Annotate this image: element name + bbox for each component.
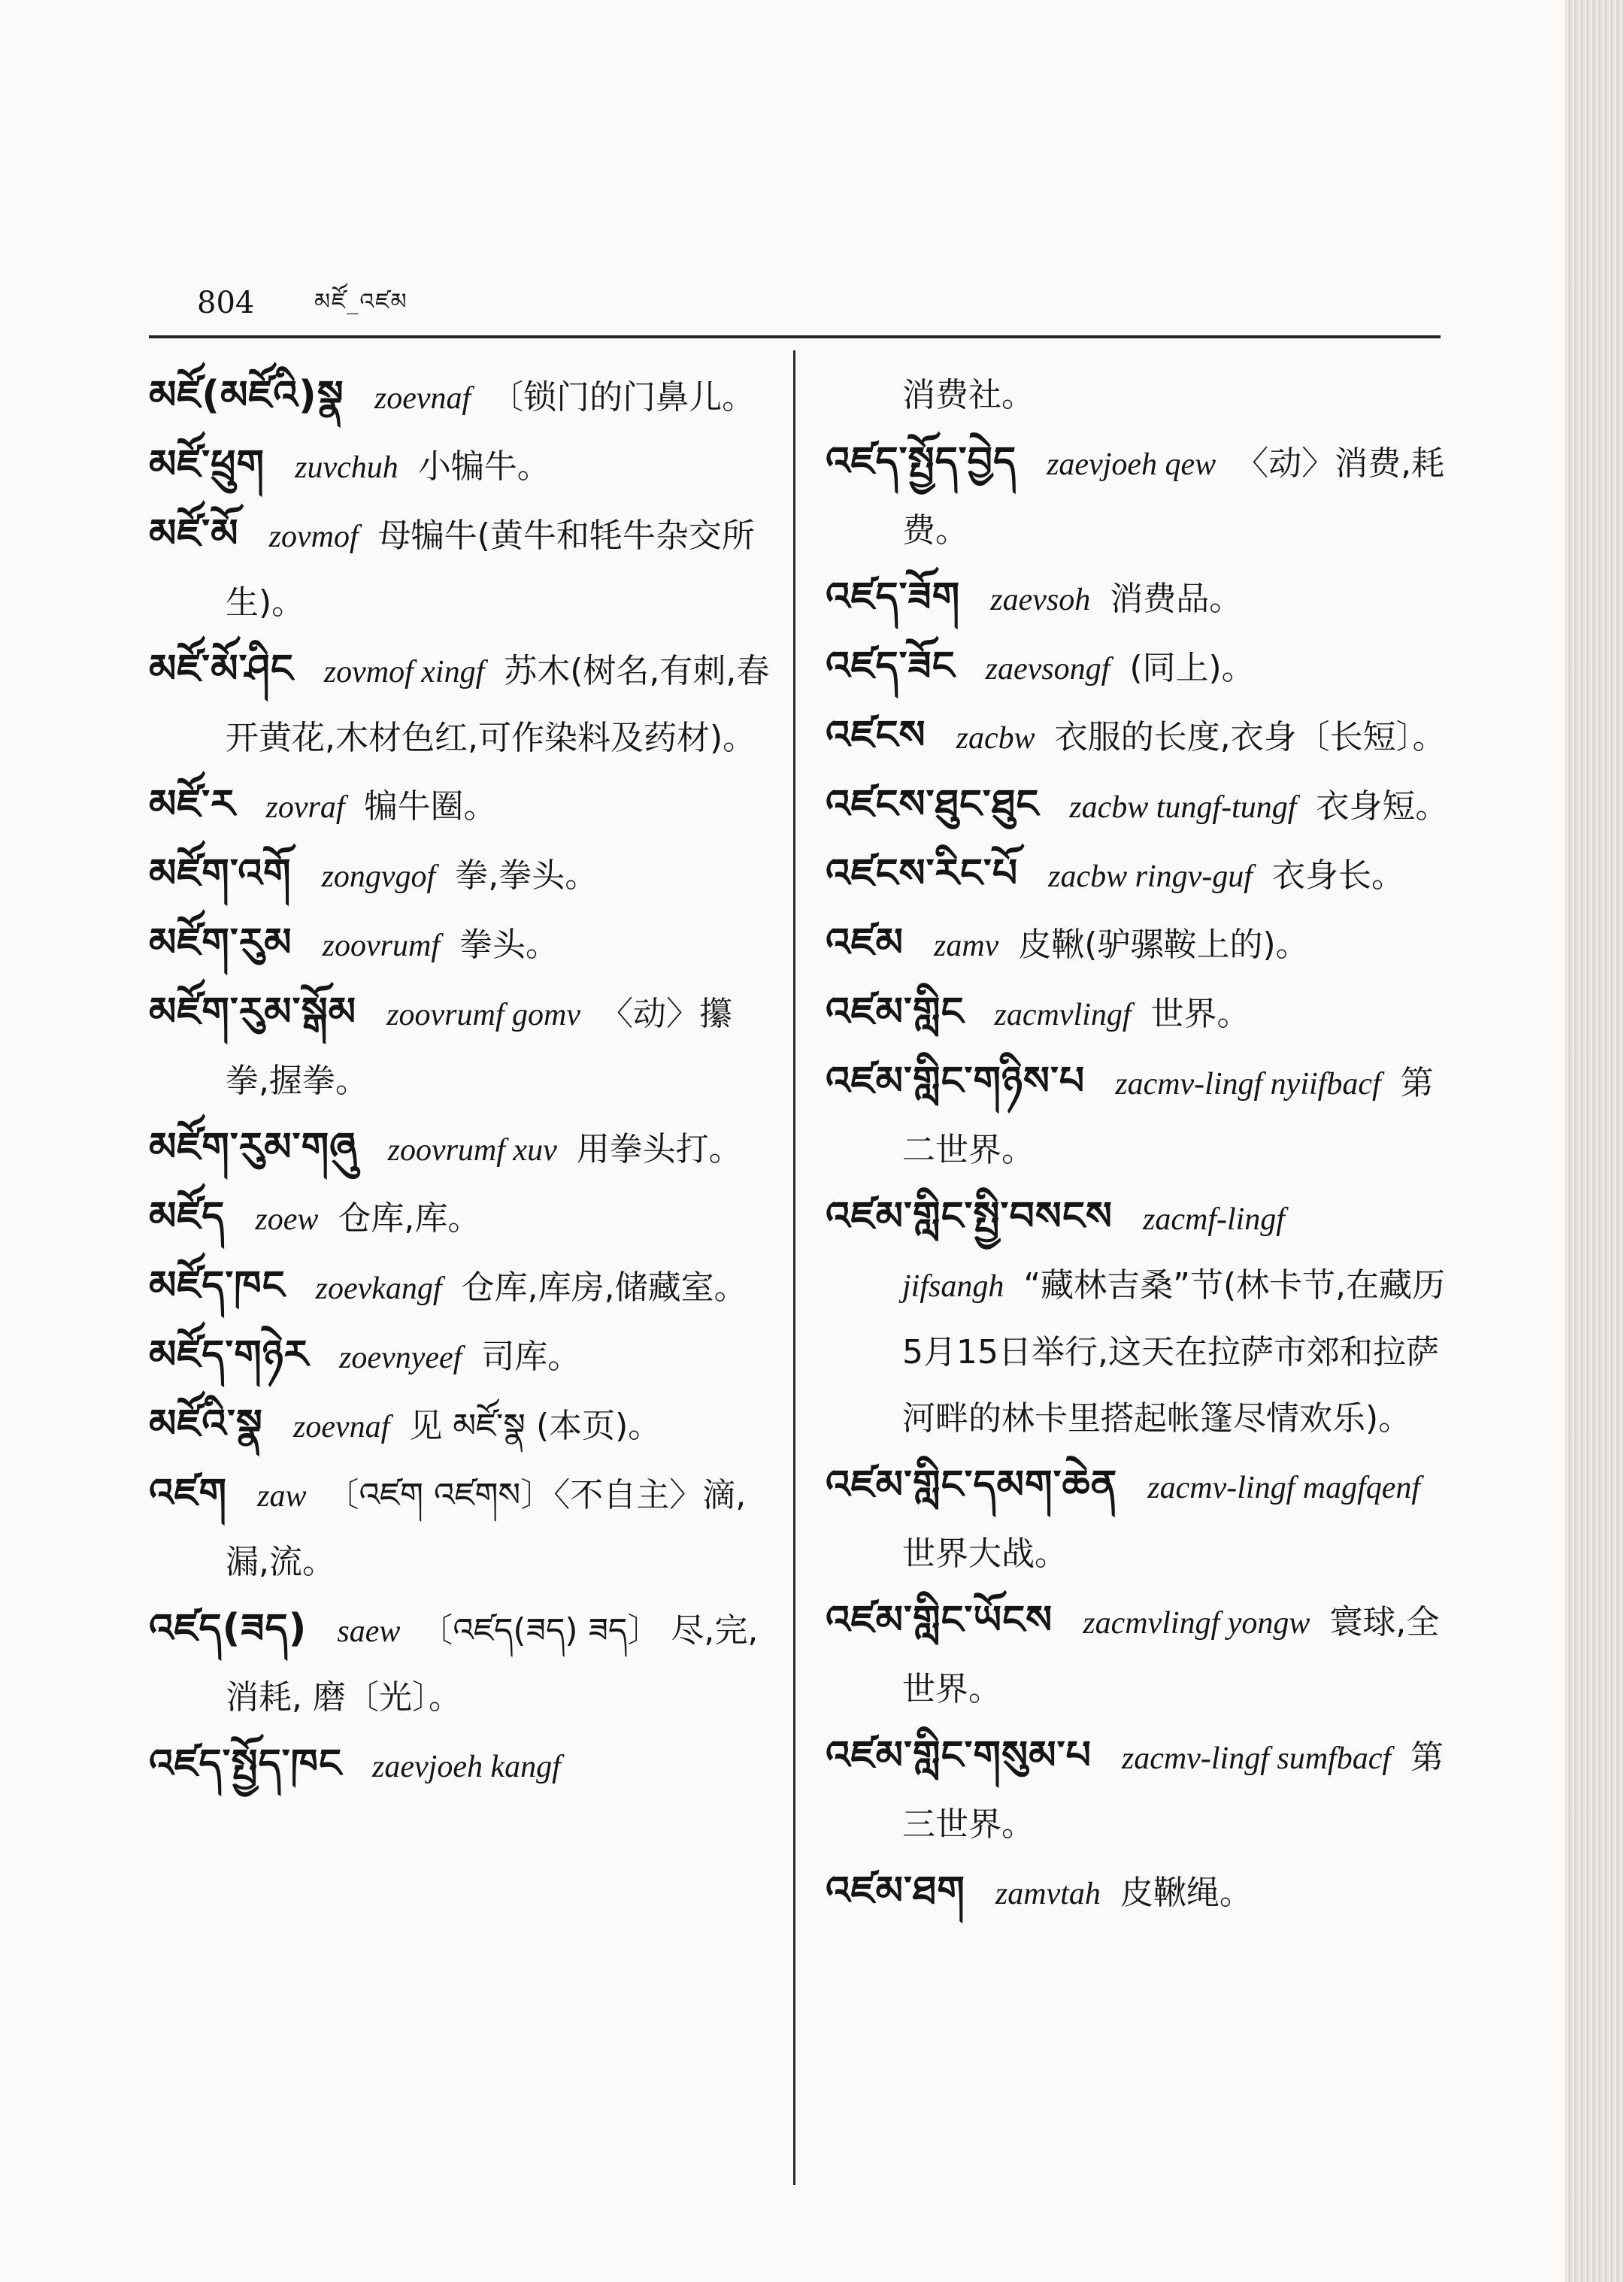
dictionary-entry <box>826 633 1450 702</box>
dictionary-entry <box>826 1452 1450 1587</box>
entry-pronunciation: zoeνnyeef <box>339 1341 462 1375</box>
page-number: 804 <box>197 286 255 320</box>
entry-pronunciation: zacmνlingf yongw <box>1083 1606 1310 1641</box>
entry-headword: འཛངས <box>826 713 926 758</box>
dictionary-entry <box>149 501 774 636</box>
dictionary-entry <box>826 910 1450 979</box>
dictionary-entry <box>149 1114 774 1183</box>
entry-gloss: 〈动〉消费,耗费。 <box>902 444 1445 550</box>
dictionary-entry <box>826 362 1450 429</box>
entry-pronunciation: zoeνnaf <box>293 1410 390 1444</box>
entry-headword: འཛམ <box>826 920 904 965</box>
entry-gloss: 衣身短。 <box>1316 787 1449 826</box>
entry-gloss: 司库。 <box>481 1338 581 1376</box>
entry-pronunciation: zacmν-lingf magfqenf <box>1147 1471 1421 1505</box>
entry-gloss: 世界。 <box>1150 995 1250 1033</box>
entry-headword: མཛོད་གཉེར <box>149 1332 310 1377</box>
entry-headword: འཛད་ཟོང <box>826 644 956 689</box>
dictionary-entry <box>826 1183 1450 1452</box>
dictionary-entry <box>149 1731 774 1800</box>
entry-gloss: 皮鞦绳。 <box>1120 1874 1253 1912</box>
entry-pronunciation: zacmf-lingf jifsangh <box>902 1202 1285 1304</box>
entry-gloss: 衣服的长度,衣身〔长短〕。 <box>1054 718 1446 756</box>
entry-headword: འཛད་ཟོག <box>826 574 961 620</box>
dictionary-entry <box>149 771 774 841</box>
entry-pronunciation: zacmν-lingf nyiifbacf <box>1115 1067 1381 1102</box>
entry-pronunciation: zoνmof <box>268 520 359 554</box>
entry-headword: མཛོ་མོ་ཤིང <box>149 647 294 692</box>
entry-gloss: 消费社。 <box>902 376 1035 414</box>
entry-pronunciation: zacbw ringν-guf <box>1048 859 1253 894</box>
dictionary-entry <box>826 702 1450 771</box>
entry-pronunciation: zongνgof <box>321 859 436 894</box>
entry-gloss: (同上)。 <box>1129 649 1255 687</box>
entry-headword: འཛངས་ཐུང་ཐུང <box>826 782 1040 827</box>
entry-pronunciation: zacbw <box>956 721 1035 756</box>
entry-pronunciation: zoνraf <box>265 790 345 825</box>
dictionary-entry <box>149 1253 774 1322</box>
dictionary-entry <box>149 636 774 771</box>
entry-headword: འཛམ་གླིང་སྤྱི་བསངས <box>826 1194 1113 1239</box>
entry-pronunciation: zoew <box>255 1202 319 1237</box>
dictionary-entry <box>826 429 1450 564</box>
entry-headword: མཛོ(མཛོའི)སྣ <box>149 373 344 418</box>
entry-gloss: 第二世界。 <box>902 1064 1434 1169</box>
entry-gloss: 仓库,库。 <box>338 1199 481 1238</box>
entry-gloss: 小犏牛。 <box>417 447 550 486</box>
entry-pronunciation: zoeνnaf <box>374 381 471 416</box>
page-edge-scan <box>1565 0 1624 2282</box>
entry-pronunciation: zoeνkangf <box>315 1271 442 1306</box>
entry-headword: མཛོ་ཕྲུག <box>149 442 265 487</box>
entry-pronunciation: zooνrumf xuν <box>387 1133 557 1168</box>
entry-pronunciation: zuνchuh <box>295 450 398 485</box>
dictionary-entry <box>149 1596 774 1731</box>
entry-gloss: 见 མཛོ་སྣ (本页)。 <box>409 1407 662 1445</box>
entry-headword: འཛམ་གླིང <box>826 989 965 1035</box>
entry-headword: འཛད་སྤྱོད་བྱེད <box>826 439 1017 484</box>
entry-headword: མཛོག་རུམ་སྒོམ <box>149 989 357 1035</box>
dictionary-entry <box>149 979 774 1114</box>
entry-headword: འཛམ་གླིང་གཉིས་པ <box>826 1059 1086 1104</box>
left-column <box>149 362 774 1800</box>
entry-headword: མཛོ་ར <box>149 782 236 827</box>
entry-headword: མཛོག་རུམ་གཞུ <box>149 1125 358 1170</box>
entry-headword: མཛོད <box>149 1194 226 1239</box>
entry-gloss: 皮鞦(驴骡鞍上的)。 <box>1018 926 1309 964</box>
dictionary-entry <box>149 841 774 910</box>
entry-headword: མཛོ་མོ <box>149 511 239 556</box>
dictionary-entry <box>149 1322 774 1391</box>
entry-gloss: 世界大战。 <box>902 1535 1068 1573</box>
entry-headword: འཛམ་གླིང་དམག་ཆེན <box>826 1462 1118 1508</box>
entry-pronunciation: zaeνsongf <box>985 652 1110 686</box>
entry-pronunciation: zamν <box>933 929 999 963</box>
entry-gloss: 〈动〉攥拳,握拳。 <box>226 995 732 1100</box>
entry-pronunciation: zaeνsoh <box>990 583 1091 617</box>
entry-headword: མཛོད་ཁང <box>149 1263 286 1308</box>
entry-gloss: “藏林吉桑”节(林卡节,在藏历5月15日举行,这天在拉萨市郊和拉萨河畔的林卡里搭起帐篷尽情欢乐)。 <box>902 1266 1446 1438</box>
entry-headword: མཛོག་རུམ <box>149 920 292 965</box>
entry-headword: འཛག <box>149 1471 228 1516</box>
dictionary-entry <box>149 910 774 979</box>
entry-pronunciation: saew <box>337 1614 401 1649</box>
entry-pronunciation: zacmν-lingf sumfbacf <box>1121 1741 1392 1776</box>
entry-gloss: 〔འཛག འཛགས〕〈不自主〉滴,漏,流。 <box>226 1476 747 1581</box>
dictionary-entry <box>826 841 1450 910</box>
column-divider <box>793 350 795 2185</box>
entry-gloss: 母犏牛(黄牛和牦牛杂交所生)。 <box>226 517 755 622</box>
entry-pronunciation: zaeνjoeh kangf <box>372 1750 561 1784</box>
entry-pronunciation: zoνmof xingf <box>323 655 485 689</box>
dictionary-entry <box>826 1048 1450 1183</box>
dictionary-entry <box>149 432 774 501</box>
dictionary-entry <box>149 1183 774 1253</box>
entry-gloss: 苏木(树名,有刺,春开黄花,木材色红,可作染料及药材)。 <box>226 652 770 757</box>
entry-pronunciation: zooνrumf gomν <box>386 998 580 1032</box>
entry-gloss: 〔འཛད(ཟད) ཟད〕 尽,完,消耗, 磨〔光〕。 <box>226 1611 759 1717</box>
entry-headword: འཛངས་རིང་པོ <box>826 851 1019 896</box>
dictionary-entry <box>826 564 1450 633</box>
entry-pronunciation: zaeνjoeh qew <box>1047 447 1216 482</box>
running-head: མཛོ_འཛམ <box>314 289 408 315</box>
dictionary-entry <box>826 1587 1450 1723</box>
dictionary-entry <box>826 1858 1450 1927</box>
header-rule <box>149 335 1441 338</box>
dictionary-entry <box>149 362 774 432</box>
entry-headword: འཛད་སྤྱོད་ཁང <box>149 1741 343 1787</box>
entry-pronunciation: zacbw tungf-tungf <box>1069 790 1297 825</box>
entry-gloss: 〔锁门的门鼻儿。 <box>490 378 756 417</box>
entry-pronunciation: zacmνlingf <box>994 998 1132 1032</box>
right-column <box>826 362 1450 1927</box>
entry-gloss: 衣身长。 <box>1271 856 1404 895</box>
entry-headword: མཛོག་འགོ <box>149 851 292 896</box>
entry-pronunciation: zaw <box>257 1479 307 1514</box>
entry-headword: འཛམ་གླིང་ཡོངས <box>826 1598 1053 1643</box>
entry-gloss: 拳,拳头。 <box>455 856 598 895</box>
entry-pronunciation: zooνrumf <box>322 929 440 963</box>
dictionary-entry <box>826 1723 1450 1858</box>
dictionary-entry <box>149 1460 774 1596</box>
entry-gloss: 仓库,库房,储藏室。 <box>461 1268 747 1307</box>
dictionary-entry <box>149 1391 774 1460</box>
entry-gloss: 拳头。 <box>459 926 559 964</box>
entry-gloss: 第三世界。 <box>902 1738 1444 1844</box>
dictionary-entry <box>826 771 1450 841</box>
dictionary-entry <box>826 979 1450 1048</box>
entry-headword: མཛོའི་སྣ <box>149 1402 264 1447</box>
entry-gloss: 犏牛圈。 <box>364 787 497 826</box>
entry-headword: འཛད(ཟད) <box>149 1606 308 1651</box>
entry-gloss: 寰球,全世界。 <box>902 1603 1440 1708</box>
entry-gloss: 消费品。 <box>1110 580 1243 618</box>
entry-headword: འཛམ་ཐག <box>826 1868 965 1914</box>
entry-headword: འཛམ་གླིང་གསུམ་པ <box>826 1733 1092 1778</box>
entry-pronunciation: zamνtah <box>995 1877 1101 1911</box>
entry-gloss: 用拳头打。 <box>576 1130 742 1168</box>
